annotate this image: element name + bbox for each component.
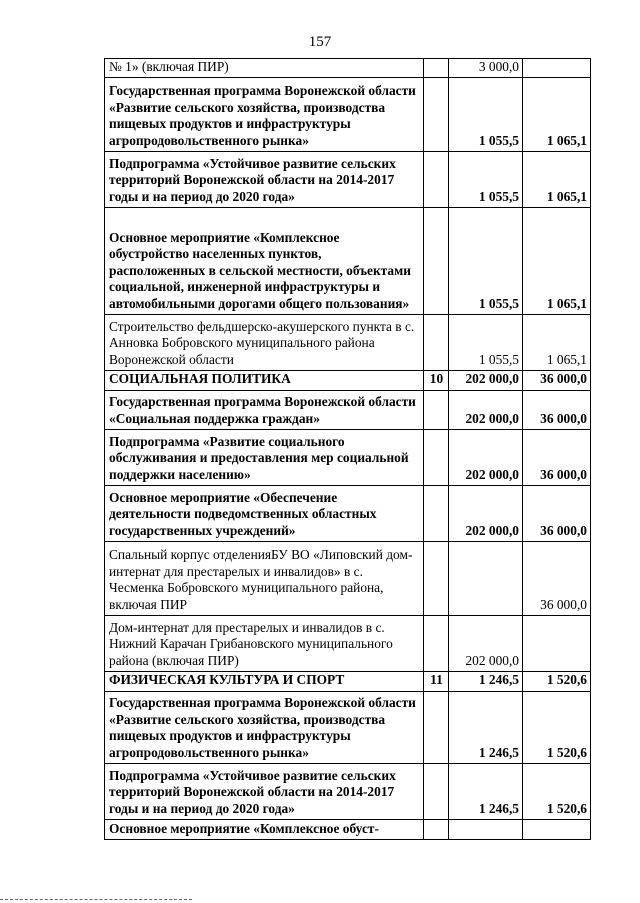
row-name-cell: Основное мероприятие «Комплексное обуст- (105, 819, 424, 839)
row-code-cell (424, 615, 449, 671)
row-code-cell (424, 151, 449, 207)
table-row (105, 207, 591, 314)
row-value-col1: 202 000,0 (449, 485, 523, 541)
row-value-col2 (523, 59, 591, 78)
table-row (105, 429, 591, 485)
row-code-cell (424, 819, 449, 839)
section-code: 11 (424, 671, 449, 691)
row-value-col1 (449, 819, 523, 839)
row-value-col1: 1 246,5 (449, 671, 523, 691)
section-row (105, 671, 591, 691)
section-code: 10 (424, 370, 449, 390)
row-value-col2 (523, 819, 591, 839)
row-value-col2 (523, 615, 591, 671)
section-title: ФИЗИЧЕСКАЯ КУЛЬТУРА И СПОРТ (105, 671, 424, 691)
row-name-cell: Основное мероприятие «Комплексное обустройство населенных пунктов, расположенных в сельской местности, объектами социальной, инженерной инфраструктуры и автомобильными дорогами общего пользования» (105, 207, 424, 314)
row-name-cell: Спальный корпус отделенияБУ ВО «Липовский дом-интернат для престарелых и инвалидов» в с. Чесменка Бобровского муниципального района, включая ПИР (105, 541, 424, 615)
row-code-cell (424, 77, 449, 151)
row-value-col2: 1 065,1 (523, 314, 591, 370)
row-value-col2: 1 065,1 (523, 77, 591, 151)
row-value-col2: 1 065,1 (523, 207, 591, 314)
row-name-cell: Государственная программа Воронежской области «Социальная поддержка граждан» (105, 390, 424, 429)
footer-divider (0, 899, 192, 900)
table-row (105, 485, 591, 541)
row-value-col1: 202 000,0 (449, 370, 523, 390)
table-row (105, 763, 591, 819)
row-name-cell: № 1» (включая ПИР) (105, 59, 424, 78)
row-value-col1: 1 055,5 (449, 207, 523, 314)
page-number: 157 (308, 34, 332, 50)
row-value-col1: 202 000,0 (449, 429, 523, 485)
row-name-cell: Дом-интернат для престарелых и инвалидов в с. Нижний Карачан Грибановского муниципального района (включая ПИР) (105, 615, 424, 671)
row-value-col1: 1 055,5 (449, 77, 523, 151)
table-row (105, 59, 591, 78)
row-value-col2: 36 000,0 (523, 541, 591, 615)
row-value-col2: 36 000,0 (523, 485, 591, 541)
row-code-cell (424, 390, 449, 429)
row-value-col1: 1 055,5 (449, 151, 523, 207)
row-code-cell (424, 429, 449, 485)
row-value-col1 (449, 541, 523, 615)
row-code-cell (424, 59, 449, 78)
row-value-col2: 36 000,0 (523, 429, 591, 485)
row-value-col1: 1 246,5 (449, 691, 523, 763)
row-value-col2: 36 000,0 (523, 370, 591, 390)
row-value-col1: 202 000,0 (449, 615, 523, 671)
table-row (105, 390, 591, 429)
table-row (105, 691, 591, 763)
row-name-cell: Строительство фельдшерско-акушерского пункта в с. Анновка Бобровского муниципального района Воронежской области (105, 314, 424, 370)
section-title: СОЦИАЛЬНАЯ ПОЛИТИКА (105, 370, 424, 390)
row-name-cell: Государственная программа Воронежской области «Развитие сельского хозяйства, производства пищевых продуктов и инфраструктуры агропродовольственного рынка» (105, 691, 424, 763)
row-value-col2: 1 065,1 (523, 151, 591, 207)
row-value-col2: 1 520,6 (523, 691, 591, 763)
table-row (105, 819, 591, 839)
budget-table (104, 58, 591, 840)
row-code-cell (424, 763, 449, 819)
row-code-cell (424, 207, 449, 314)
row-name-cell: Подпрограмма «Развитие социального обслуживания и предоставления мер социальной поддержки населению» (105, 429, 424, 485)
row-code-cell (424, 541, 449, 615)
row-name-cell: Основное мероприятие «Обеспечение деятельности подведомственных областных государственных учреждений» (105, 485, 424, 541)
row-value-col1: 1 055,5 (449, 314, 523, 370)
table-row (105, 77, 591, 151)
row-name-cell: Государственная программа Воронежской области «Развитие сельского хозяйства, производства пищевых продуктов и инфраструктуры агропродовольственного рынка» (105, 77, 424, 151)
row-value-col2: 1 520,6 (523, 763, 591, 819)
row-value-col1: 202 000,0 (449, 390, 523, 429)
row-value-col1: 1 246,5 (449, 763, 523, 819)
row-code-cell (424, 485, 449, 541)
section-row (105, 370, 591, 390)
row-value-col2: 36 000,0 (523, 390, 591, 429)
table-row (105, 541, 591, 615)
row-name-cell: Подпрограмма «Устойчивое развитие сельских территорий Воронежской области на 2014-2017 годы и на период до 2020 года» (105, 151, 424, 207)
table-row (105, 314, 591, 370)
table-row (105, 151, 591, 207)
table-row (105, 615, 591, 671)
row-code-cell (424, 314, 449, 370)
row-value-col2: 1 520,6 (523, 671, 591, 691)
row-name-cell: Подпрограмма «Устойчивое развитие сельских территорий Воронежской области на 2014-2017 годы и на период до 2020 года» (105, 763, 424, 819)
row-code-cell (424, 691, 449, 763)
row-value-col1: 3 000,0 (449, 59, 523, 78)
